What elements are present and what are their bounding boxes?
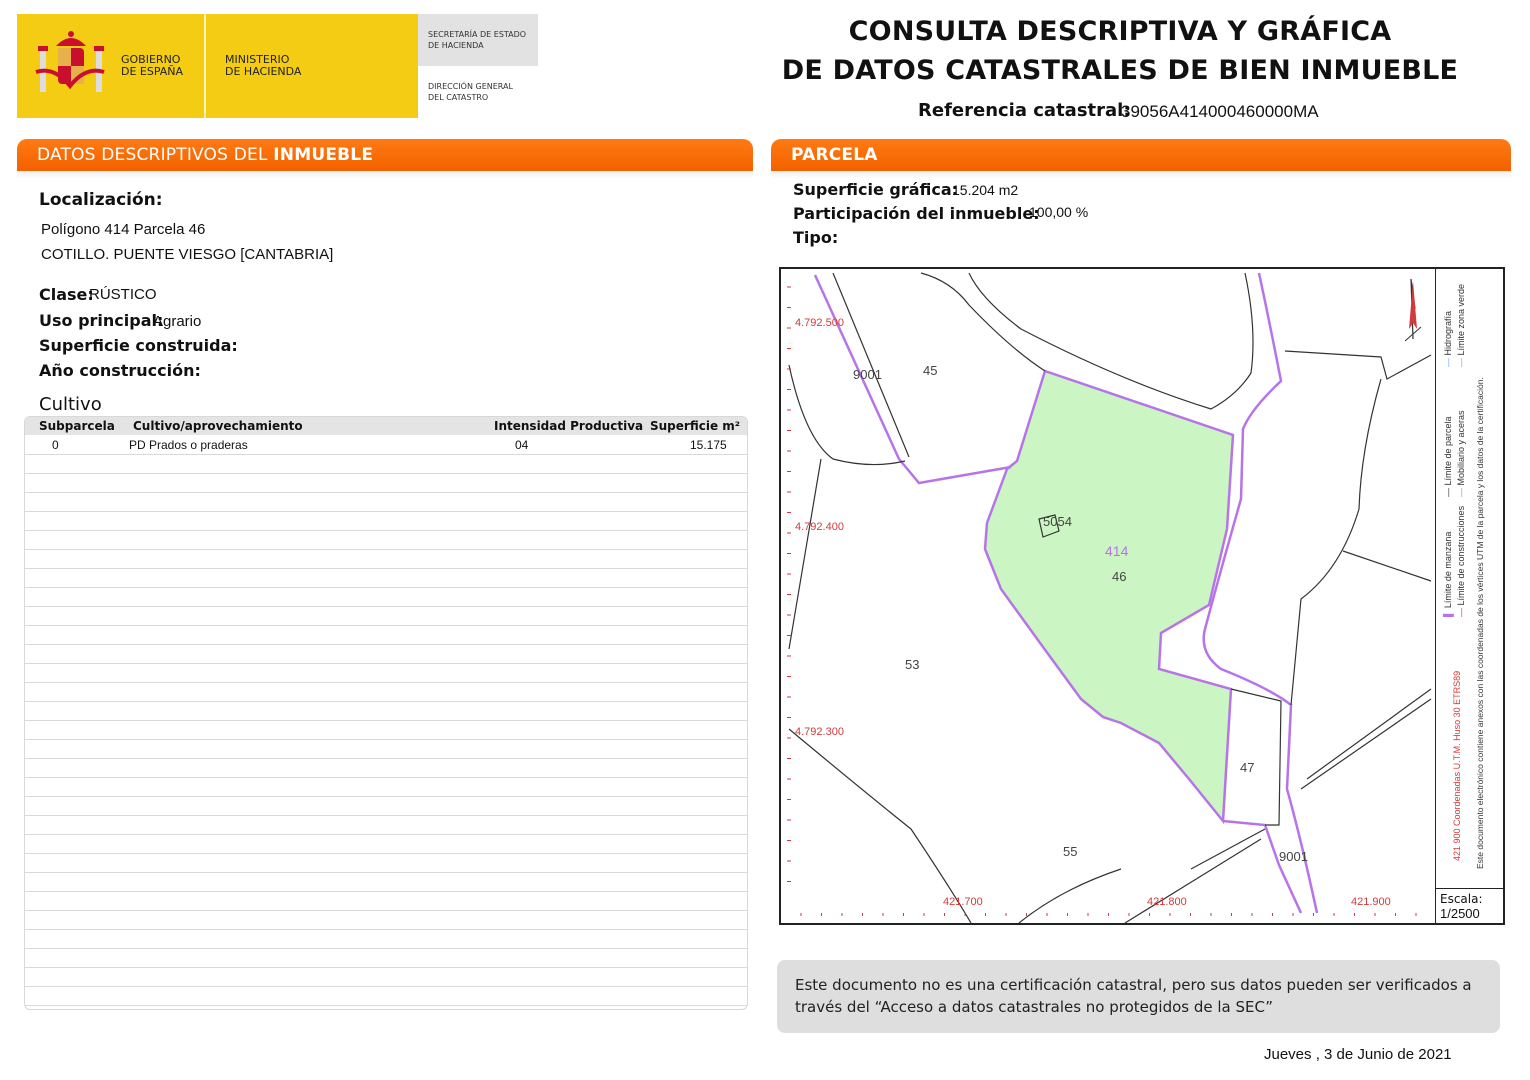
localizacion-line1: Polígono 414 Parcela 46 [41, 221, 206, 238]
cultivo-title: Cultivo [39, 394, 102, 415]
legend-hidrografia-swatch: — [1443, 355, 1453, 367]
table-row-line [25, 986, 747, 987]
legend-limite-manzana [1443, 532, 1453, 617]
table-row-line [25, 1005, 747, 1006]
table-row-line [25, 872, 747, 873]
legend-mobiliario-text: Mobiliario y aceras [1456, 410, 1466, 486]
th-superficie: Superficie m² [650, 419, 741, 433]
parcela-section-header [771, 139, 1511, 171]
page-title-line1: CONSULTA DESCRIPTIVA Y GRÁFICA [848, 16, 1392, 47]
table-row-line [25, 853, 747, 854]
parcel-label-47: 47 [1240, 760, 1255, 775]
ref-value: 39056A414000460000MA [1121, 102, 1319, 121]
ministry-name [225, 54, 301, 78]
table-row-line [25, 834, 747, 835]
table-row-line [25, 530, 747, 531]
localizacion-line2: COTILLO. PUENTE VIESGO [CANTABRIA] [41, 246, 334, 263]
road-limit-west [815, 275, 1011, 483]
secretaria-line2: DE HACIENDA [428, 41, 484, 50]
td-cultivo: PD Prados o praderas [129, 438, 248, 452]
table-row-line [25, 549, 747, 550]
legend-manzana-text: Límite de manzana [1443, 531, 1453, 609]
descriptivos-title-bold: INMUEBLE [273, 145, 374, 165]
parcel-label-9001-north: 9001 [853, 367, 882, 382]
disclaimer-note [777, 960, 1500, 1033]
table-row-line [25, 720, 747, 721]
secretaria-name [428, 29, 526, 51]
legend-zona-verde-swatch: — [1456, 355, 1466, 367]
table-row-line [25, 606, 747, 607]
participacion-value: 100,00 % [1029, 204, 1089, 220]
coord-x-2: 421.800 [1147, 896, 1187, 908]
table-row-line [25, 796, 747, 797]
coord-x-3: 421.900 [1351, 896, 1391, 908]
cultivo-table [24, 416, 748, 1010]
legend-divider [1435, 269, 1436, 923]
cadastral-map[interactable] [779, 267, 1505, 925]
road-limit-south [1223, 821, 1301, 913]
scale-value: 1/2500 [1440, 906, 1480, 921]
table-row-line [25, 777, 747, 778]
scale-box [1436, 888, 1503, 924]
descriptivos-title [37, 145, 373, 165]
coat-of-arms-icon [34, 26, 106, 102]
table-row-line [25, 568, 747, 569]
coord-x-1: 421.700 [943, 896, 983, 908]
table-row-line [25, 682, 747, 683]
legend-zona-verde-text: Límite zona verde [1456, 283, 1466, 356]
anio-construccion-label: Año construcción: [39, 361, 201, 380]
direccion-line2: DEL CATASTRO [428, 93, 489, 102]
localizacion-label: Localización: [39, 190, 163, 210]
descriptivos-section-header [17, 139, 753, 171]
descriptivos-title-prefix: DATOS DESCRIPTIVOS DEL [37, 145, 274, 165]
participacion-label: Participación del inmueble: [793, 204, 1040, 223]
superficie-grafica-value: 15.204 m2 [952, 182, 1019, 198]
table-row-line [25, 910, 747, 911]
table-row-line [25, 663, 747, 664]
table-row-line [25, 644, 747, 645]
polygon-label-414: 414 [1105, 543, 1129, 559]
parcel-label-53: 53 [905, 657, 920, 672]
table-row-line [25, 929, 747, 930]
legend-hidrografia [1443, 311, 1453, 367]
ministry-line1: MINISTERIO [225, 53, 290, 66]
clase-value: RÚSTICO [89, 286, 157, 303]
table-row-line [25, 473, 747, 474]
legend-mobiliario-swatch: — [1456, 485, 1466, 497]
parcel-label-9001-south: 9001 [1279, 849, 1308, 864]
disclaimer-text: Este documento no es una certificación catastral, pero sus datos pueden ser verificados a través del “Acceso a datos catastrales no protegidos de la SEC” [795, 976, 1472, 1016]
coord-y-2: 4.792.400 [795, 521, 844, 533]
table-row-line [25, 701, 747, 702]
legend-limite-construcciones [1456, 506, 1466, 617]
table-row-line [25, 492, 747, 493]
legend-construcciones-swatch: — [1456, 605, 1466, 617]
legend-parcela-swatch: — [1443, 485, 1453, 497]
parcela-bar-shadow [771, 171, 1511, 179]
ministry-line2: DE HACIENDA [225, 65, 302, 78]
td-subparcela: 0 [52, 438, 59, 452]
legend-parcela-text: Límite de parcela [1443, 416, 1453, 486]
td-intensidad: 04 [515, 438, 529, 452]
parcela-title: PARCELA [791, 145, 878, 165]
ref-label: Referencia catastral: [918, 100, 1131, 121]
table-row-line [25, 948, 747, 949]
clase-label: Clase: [39, 285, 94, 304]
table-row-line [25, 758, 747, 759]
secretaria-line1: SECRETARÍA DE ESTADO [428, 30, 527, 39]
legend-construcciones-text: Límite de construcciones [1456, 505, 1466, 606]
legend-limite-parcela [1443, 416, 1453, 497]
table-row-line [25, 967, 747, 968]
th-cultivo: Cultivo/aprovechamiento [133, 419, 303, 433]
direccion-line1: DIRECCIÓN GENERAL [428, 82, 513, 91]
superficie-grafica-label: Superficie gráfica: [793, 180, 959, 199]
table-row-line [25, 891, 747, 892]
uso-label: Uso principal: [39, 311, 164, 330]
table-row-line [25, 625, 747, 626]
parcel-label-55: 55 [1063, 844, 1078, 859]
tipo-label: Tipo: [793, 228, 839, 247]
building-label-5054: 5054 [1043, 514, 1072, 529]
page-title-line2: DE DATOS CATASTRALES DE BIEN INMUEBLE [781, 55, 1459, 86]
gov-line2: DE ESPAÑA [121, 65, 184, 78]
document-date: Jueves , 3 de Junio de 2021 [1264, 1046, 1452, 1063]
table-row-line [25, 454, 747, 455]
uso-value: Agrario [153, 313, 202, 330]
gov-name [121, 54, 183, 78]
coord-y-3: 4.792.300 [795, 726, 844, 738]
descriptivos-bar-shadow [17, 171, 753, 179]
legend-zona-verde [1456, 284, 1466, 367]
table-row-line [25, 739, 747, 740]
table-row-line [25, 587, 747, 588]
legend-mobiliario [1456, 410, 1466, 497]
legend-hidrografia-text: Hidrografía [1443, 310, 1453, 356]
legend-utm: 421 900 Coordenadas U.T.M. Huso 30 ETRS89 [1452, 670, 1462, 861]
th-intensidad: Intensidad Productiva [494, 419, 644, 433]
td-superficie: 15.175 [690, 438, 727, 452]
parcel-label-45: 45 [923, 363, 938, 378]
table-row-line [25, 815, 747, 816]
direccion-name [428, 81, 513, 103]
coord-y-1: 4.792.500 [795, 317, 844, 329]
gov-line1: GOBIERNO [121, 53, 181, 66]
scale-label: Escala: [1440, 892, 1483, 906]
superficie-construida-label: Superficie construida: [39, 336, 238, 355]
th-subparcela: Subparcela [39, 419, 115, 433]
logo-separator [204, 14, 206, 118]
parcel-label-46: 46 [1112, 569, 1127, 584]
legend-manzana-swatch: ▌ [1443, 608, 1453, 617]
table-row-line [25, 511, 747, 512]
parcel-46-shape[interactable] [985, 371, 1233, 821]
legend-anexo: Este documento electrónico contiene anexos con las coordenadas de los vértices UTM de la parcela y los datos de la certificación. [1475, 377, 1485, 869]
